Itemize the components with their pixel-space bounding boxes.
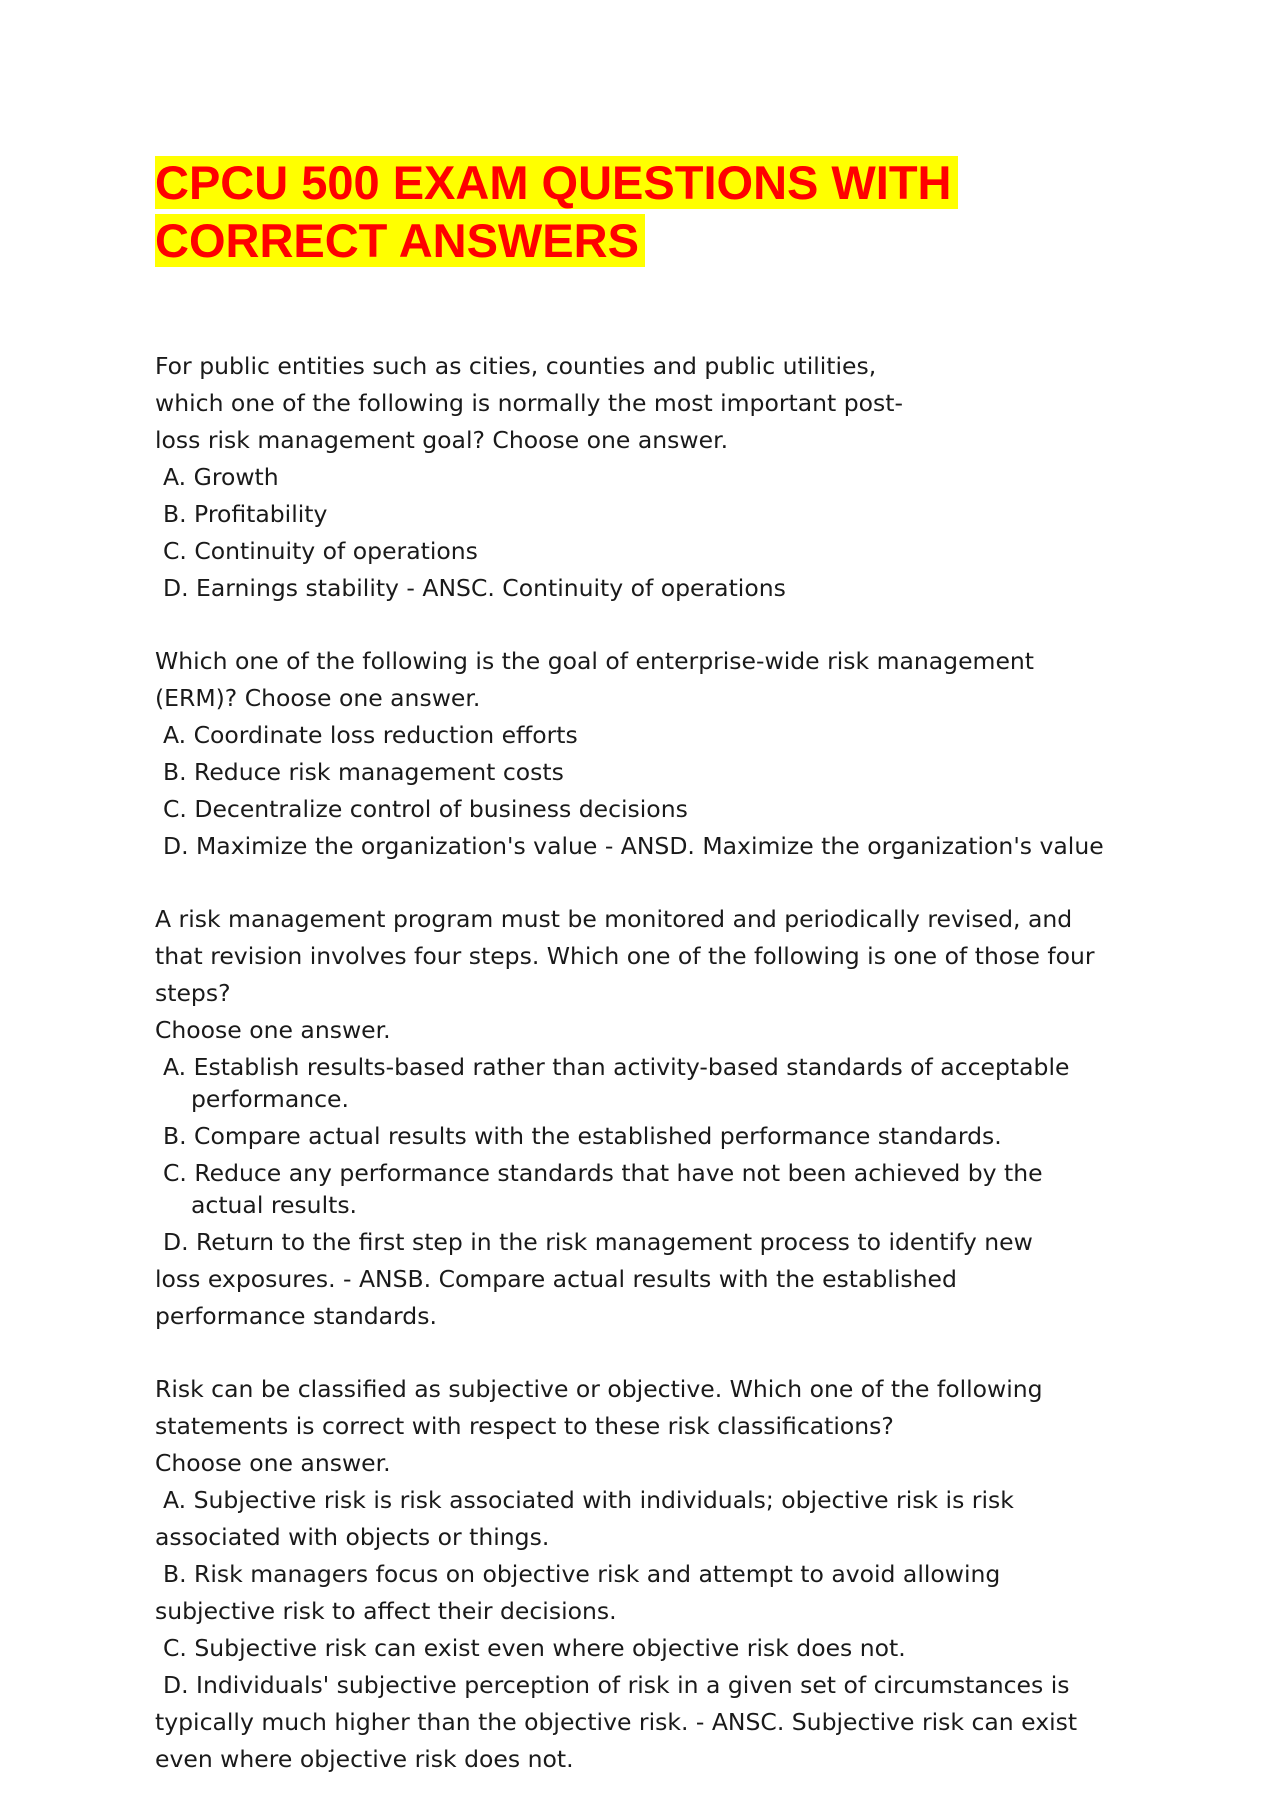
answer-option-a: A. Growth <box>163 463 279 491</box>
answer-option-a <box>155 1482 1015 1556</box>
question-text: Which one of the following is the goal of enterprise-wide risk management (ERM)? Choose one answer. <box>155 647 1035 712</box>
document-title <box>155 154 1115 270</box>
answer-option-b: B. Reduce risk management costs <box>163 758 564 786</box>
answer-option-c: C. Decentralize control of business decisions <box>163 795 688 823</box>
answer-option-a: A. Establish results-based rather than activity-based standards of acceptable performance. <box>163 1053 1070 1113</box>
question-text: Risk can be classified as subjective or objective. Which one of the following statements is correct with respect to these risk classifications? <box>155 1375 1043 1440</box>
title-line-1: CPCU 500 EXAM QUESTIONS WITH <box>155 156 958 209</box>
question-prompt: Choose one answer. <box>155 1449 391 1477</box>
answer-option-c: C. Subjective risk can exist even where objective risk does not. <box>163 1634 906 1662</box>
answer-option-b-text: B. Risk managers focus on objective risk and attempt to avoid allowing subjective risk to affect their decisions. <box>155 1560 1001 1625</box>
answer-option-d-text: D. Individuals' subjective perception of risk in a given set of circumstances is typically much higher than the objective risk. - ANSC. Subjective risk can exist even where objective risk does not. <box>155 1671 1078 1773</box>
answer-option-d <box>155 1224 1075 1335</box>
question-prompt: Choose one answer. <box>155 1016 391 1044</box>
answer-option-b: B. Profitability <box>163 500 328 528</box>
document-page <box>155 154 1115 1814</box>
question-4 <box>155 1371 1115 1778</box>
question-text: A risk management program must be monitored and periodically revised, and that revision involves four steps. Which one of the following is one of those four steps? <box>155 905 1095 1007</box>
answer-option-a: A. Coordinate loss reduction efforts <box>163 721 578 749</box>
answer-option-c: C. Continuity of operations <box>163 537 478 565</box>
question-text: For public entities such as cities, counties and public utilities, which one of the following is normally the most important post-loss risk management goal? Choose one answer. <box>155 352 903 454</box>
answer-option-b <box>155 1556 1015 1630</box>
question-3 <box>155 901 1115 1335</box>
answer-option-d: D. Earnings stability - ANSC. Continuity of operations <box>163 574 786 602</box>
answer-option-d <box>155 1667 1115 1778</box>
answer-option-b: B. Compare actual results with the established performance standards. <box>163 1122 1002 1150</box>
question-2 <box>155 643 1115 865</box>
answer-option-a-text: A. Subjective risk is risk associated with individuals; objective risk is risk associated with objects or things. <box>155 1486 1014 1551</box>
answer-option-c: C. Reduce any performance standards that have not been achieved by the actual results. <box>163 1159 1043 1219</box>
question-1 <box>155 348 1115 607</box>
question-list <box>155 348 1115 1778</box>
answer-option-d-text: D. Return to the first step in the risk management process to identify new loss exposures. - ANSB. Compare actual results with the established performance standards. <box>155 1228 1033 1330</box>
title-line-2: CORRECT ANSWERS <box>155 214 645 267</box>
answer-option-d: D. Maximize the organization's value - ANSD. Maximize the organization's value <box>163 832 1104 860</box>
